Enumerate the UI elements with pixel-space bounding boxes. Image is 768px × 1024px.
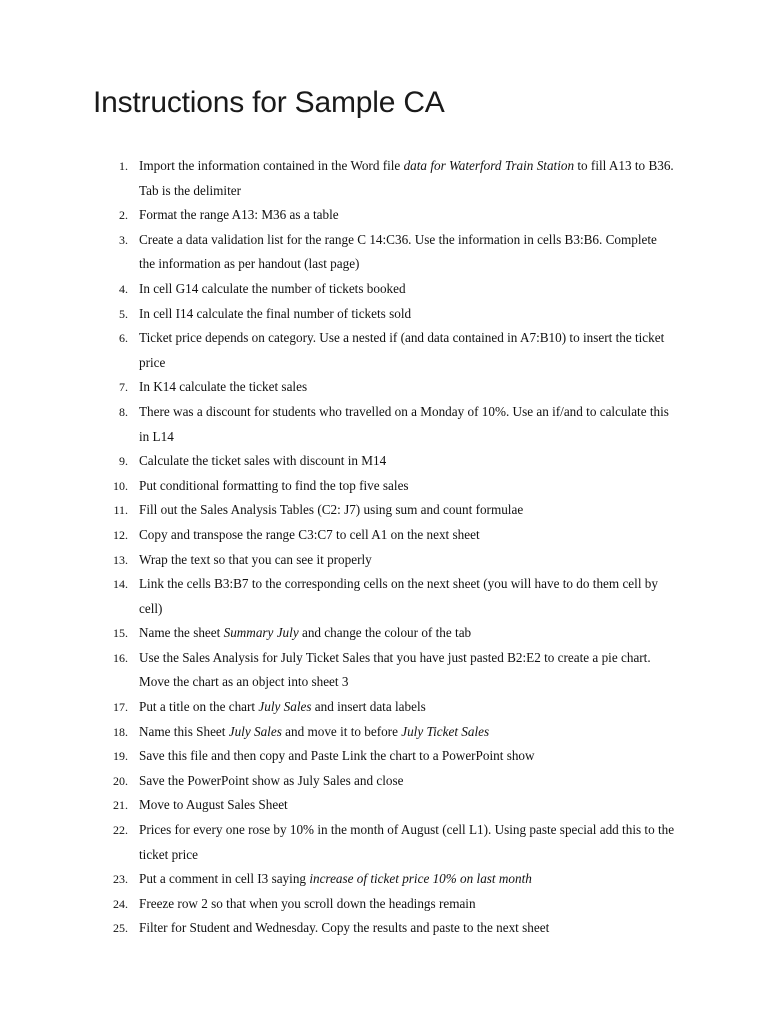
instruction-item bbox=[0, 474, 768, 499]
instruction-item bbox=[0, 498, 768, 523]
instruction-text: Name this Sheet bbox=[139, 723, 229, 739]
instruction-text-italic: increase of ticket price 10% on last month bbox=[309, 871, 532, 887]
instruction-number: 11. bbox=[113, 503, 128, 518]
instruction-number: 13. bbox=[113, 552, 128, 567]
instruction-text-italic: July Ticket Sales bbox=[401, 723, 490, 739]
instruction-item bbox=[0, 621, 768, 646]
instruction-number: 2. bbox=[119, 208, 128, 223]
instruction-text: Format the range A13: M36 as a table bbox=[139, 207, 339, 223]
instruction-text-italic: Summary July bbox=[223, 625, 299, 641]
instruction-item bbox=[0, 646, 768, 695]
instruction-number: 4. bbox=[119, 281, 128, 296]
instruction-text: Create a data validation list for the range C 14:C36. Use the information in cells B3:B6. Complete the information as per handout (last page) bbox=[139, 231, 657, 272]
instruction-number: 16. bbox=[113, 650, 128, 665]
instruction-text: Use the Sales Analysis for July Ticket Sales that you have just pasted B2:E2 to create a pie chart. Move the chart as an object into sheet 3 bbox=[139, 649, 651, 690]
instruction-number: 12. bbox=[113, 527, 128, 542]
instruction-number: 15. bbox=[113, 626, 128, 641]
instruction-number: 23. bbox=[113, 872, 128, 887]
instruction-number: 14. bbox=[113, 577, 128, 592]
instruction-text-italic: July Sales bbox=[228, 723, 282, 739]
instruction-number: 10. bbox=[113, 478, 128, 493]
instruction-number: 3. bbox=[119, 232, 128, 247]
instruction-number: 17. bbox=[113, 700, 128, 715]
instruction-number: 24. bbox=[113, 896, 128, 911]
instruction-item bbox=[0, 449, 768, 474]
instruction-text: Put a title on the chart bbox=[139, 699, 259, 715]
page-title: Instructions for Sample CA bbox=[93, 86, 445, 119]
instruction-number: 25. bbox=[113, 921, 128, 936]
instruction-number: 18. bbox=[113, 724, 128, 739]
instruction-text: Save the PowerPoint show as July Sales and close bbox=[139, 772, 404, 788]
instruction-number: 22. bbox=[113, 823, 128, 838]
instruction-text: Import the information contained in the Word file bbox=[139, 158, 404, 173]
instruction-number: 20. bbox=[113, 773, 128, 788]
instruction-item bbox=[0, 548, 768, 573]
instruction-item bbox=[0, 720, 768, 745]
instruction-text: and change the colour of the tab bbox=[298, 625, 472, 641]
instruction-number: 7. bbox=[119, 380, 128, 395]
instruction-text-italic: data for Waterford Train Station bbox=[403, 158, 575, 173]
instruction-item bbox=[0, 326, 768, 375]
instruction-item bbox=[0, 228, 768, 277]
instruction-item bbox=[0, 523, 768, 548]
instruction-number: 9. bbox=[119, 454, 128, 469]
instruction-number: 5. bbox=[119, 306, 128, 321]
instruction-text: Save this file and then copy and Paste Link the chart to a PowerPoint show bbox=[139, 748, 535, 764]
instruction-number: 1. bbox=[119, 159, 128, 173]
instruction-item bbox=[0, 572, 768, 621]
instruction-text: Fill out the Sales Analysis Tables (C2: J7) using sum and count formulae bbox=[139, 502, 524, 518]
instruction-item bbox=[0, 375, 768, 400]
instruction-item bbox=[0, 744, 768, 769]
instruction-item bbox=[0, 916, 768, 941]
instruction-number: 6. bbox=[119, 331, 128, 346]
instruction-item bbox=[0, 302, 768, 327]
instruction-text: Wrap the text so that you can see it properly bbox=[139, 551, 372, 567]
instruction-text: to fill A13 to B36. Tab is the delimiter bbox=[139, 158, 674, 198]
instruction-text: In cell G14 calculate the number of tickets booked bbox=[139, 280, 406, 296]
instruction-item bbox=[0, 892, 768, 917]
instruction-text: Move to August Sales Sheet bbox=[139, 797, 288, 813]
instruction-number: 8. bbox=[119, 404, 128, 419]
instruction-item bbox=[0, 818, 768, 867]
instruction-item bbox=[0, 867, 768, 892]
instruction-item bbox=[0, 154, 768, 203]
instruction-item bbox=[0, 695, 768, 720]
instruction-text: Freeze row 2 so that when you scroll down the headings remain bbox=[139, 895, 476, 911]
instruction-number: 19. bbox=[113, 749, 128, 764]
instruction-item bbox=[0, 277, 768, 302]
instruction-item bbox=[0, 400, 768, 449]
instruction-text: and insert data labels bbox=[311, 699, 426, 715]
instruction-item bbox=[0, 769, 768, 794]
instruction-text: In cell I14 calculate the final number of tickets sold bbox=[139, 305, 412, 321]
instruction-text: Copy and transpose the range C3:C7 to cell A1 on the next sheet bbox=[139, 526, 480, 542]
instruction-text-italic: July Sales bbox=[258, 699, 312, 715]
instruction-text: and move it to before bbox=[281, 723, 402, 739]
instruction-text: In K14 calculate the ticket sales bbox=[139, 379, 308, 395]
instruction-text: Put conditional formatting to find the top five sales bbox=[139, 477, 409, 493]
instruction-text: Filter for Student and Wednesday. Copy the results and paste to the next sheet bbox=[139, 920, 550, 936]
instruction-text: Ticket price depends on category. Use a nested if (and data contained in A7:B10) to insert the ticket price bbox=[139, 330, 665, 370]
instruction-number: 21. bbox=[113, 798, 128, 813]
instruction-text: Calculate the ticket sales with discount in M14 bbox=[139, 453, 387, 469]
instruction-list bbox=[0, 154, 768, 941]
instruction-text: Name the sheet bbox=[139, 625, 224, 641]
instruction-text: Put a comment in cell I3 saying bbox=[139, 871, 310, 887]
instruction-text: Prices for every one rose by 10% in the month of August (cell L1). Using paste special add this to the ticket price bbox=[139, 822, 675, 862]
instruction-item bbox=[0, 793, 768, 818]
instruction-item bbox=[0, 203, 768, 228]
instruction-text: There was a discount for students who travelled on a Monday of 10%. Use an if/and to calculate this in L14 bbox=[139, 403, 669, 444]
instruction-text: Link the cells B3:B7 to the corresponding cells on the next sheet (you will have to do them cell by cell) bbox=[139, 576, 658, 616]
